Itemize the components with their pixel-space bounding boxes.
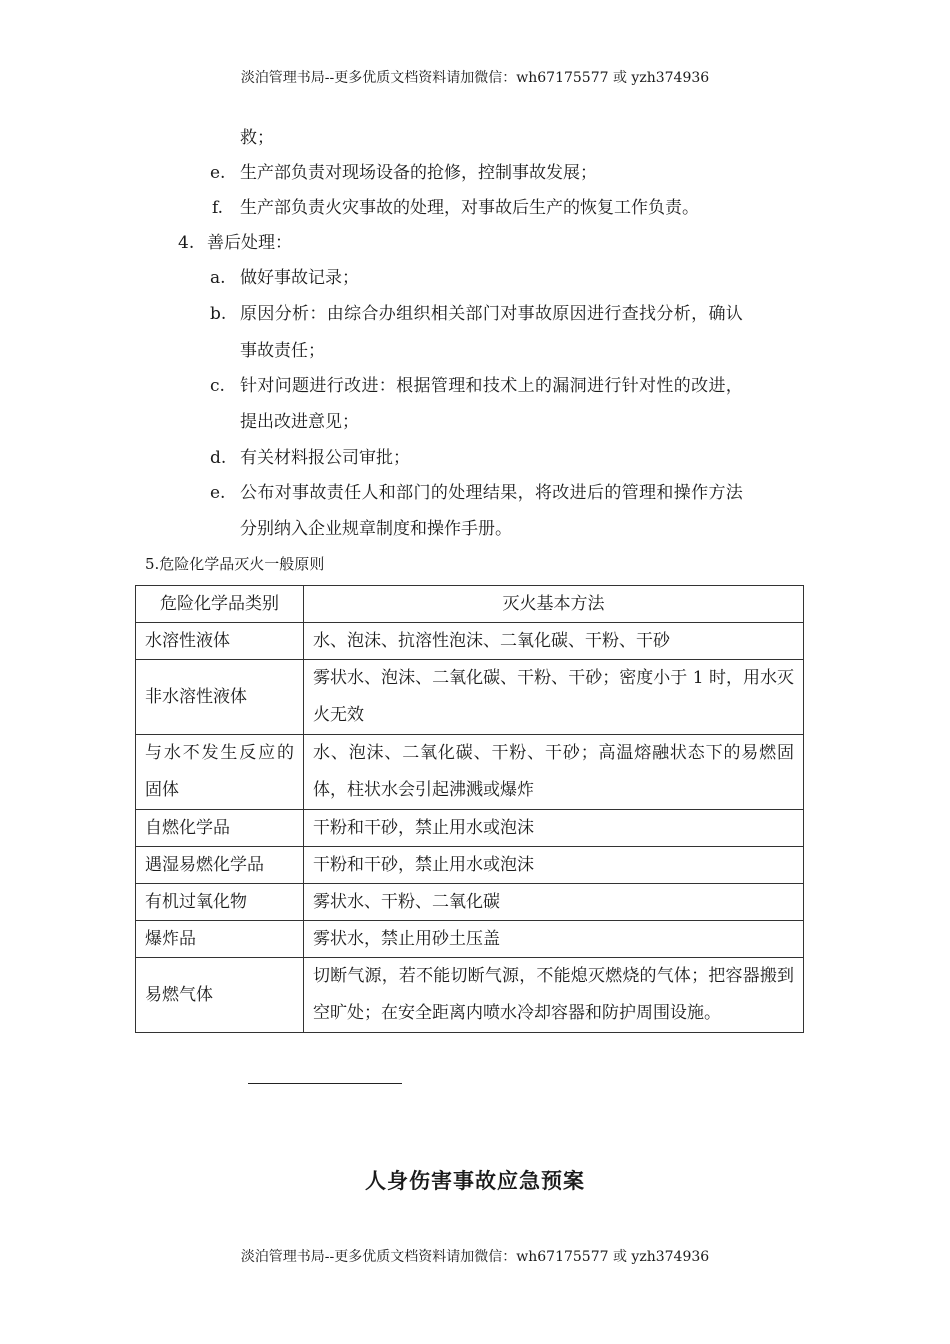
list-item-text: 做好事故记录； [240, 268, 359, 288]
table-row [136, 921, 804, 958]
list-marker: e. [210, 163, 226, 183]
list-item-text: 原因分析：由综合办组织相关部门对事故原因进行查找分析，确认 [240, 304, 744, 324]
table-title: 5.危险化学品灭火一般原则 [145, 555, 325, 573]
continuation-text: 救； [240, 128, 274, 148]
category-cell: 爆炸品 [136, 921, 304, 958]
category-cell: 与水不发生反应的固体 [136, 735, 304, 810]
list-marker: c. [210, 376, 225, 396]
method-cell: 雾状水，禁止用砂土压盖 [304, 921, 804, 958]
category-cell: 非水溶性液体 [136, 660, 304, 735]
method-cell: 水、泡沫、抗溶性泡沫、二氧化碳、干粉、干砂 [304, 623, 804, 660]
list-item-text: 针对问题进行改进：根据管理和技术上的漏洞进行针对性的改进， [240, 376, 744, 396]
table-row [136, 884, 804, 921]
list-marker: f. [212, 198, 224, 218]
list-marker: b. [210, 304, 227, 324]
category-cell: 自燃化学品 [136, 810, 304, 847]
fire-extinguishing-table [135, 585, 804, 1033]
category-cell: 水溶性液体 [136, 623, 304, 660]
method-cell: 水、泡沫、二氧化碳、干粉、干砂；高温熔融状态下的易燃固体，柱状水会引起沸溅或爆炸 [304, 735, 804, 810]
footnote-separator [248, 1083, 402, 1084]
list-item-text: 有关材料报公司审批； [240, 448, 410, 468]
list-item-text: 分别纳入企业规章制度和操作手册。 [240, 519, 512, 539]
section-number: 4. [178, 233, 195, 253]
list-item-text: 公布对事故责任人和部门的处理结果，将改进后的管理和操作方法 [240, 483, 744, 503]
page-header: 淡泊管理书局--更多优质文档资料请加微信：wh67175577 或 yzh374936 [240, 70, 710, 86]
list-item-text: 生产部负责火灾事故的处理，对事故后生产的恢复工作负责。 [240, 198, 699, 218]
table-row [136, 623, 804, 660]
column-header-method: 灭火基本方法 [304, 586, 804, 623]
method-cell: 切断气源，若不能切断气源，不能熄灭燃烧的气体；把容器搬到空旷处；在安全距离内喷水冷却容器和防护周围设施。 [304, 958, 804, 1033]
list-item-text: 提出改进意见； [240, 412, 359, 432]
table-row [136, 660, 804, 735]
category-cell: 遇湿易燃化学品 [136, 847, 304, 884]
page-footer: 淡泊管理书局--更多优质文档资料请加微信：wh67175577 或 yzh374936 [240, 1249, 710, 1265]
method-cell: 干粉和干砂，禁止用水或泡沫 [304, 847, 804, 884]
list-item-text: 事故责任； [240, 341, 325, 361]
next-section-title: 人身伤害事故应急预案 [365, 1168, 585, 1193]
list-item-text: 生产部负责对现场设备的抢修，控制事故发展； [240, 163, 597, 183]
method-cell: 干粉和干砂，禁止用水或泡沫 [304, 810, 804, 847]
category-cell: 易燃气体 [136, 958, 304, 1033]
table-row [136, 810, 804, 847]
list-marker: a. [210, 268, 226, 288]
table-row [136, 847, 804, 884]
method-cell: 雾状水、泡沫、二氧化碳、干粉、干砂；密度小于 1 时，用水灭火无效 [304, 660, 804, 735]
list-marker: e. [210, 483, 226, 503]
list-marker: d. [210, 448, 227, 468]
table-row [136, 735, 804, 810]
column-header-category: 危险化学品类别 [136, 586, 304, 623]
table-header-row [136, 586, 804, 623]
method-cell: 雾状水、干粉、二氧化碳 [304, 884, 804, 921]
section-heading: 善后处理： [207, 233, 292, 253]
category-cell: 有机过氧化物 [136, 884, 304, 921]
table-row [136, 958, 804, 1033]
